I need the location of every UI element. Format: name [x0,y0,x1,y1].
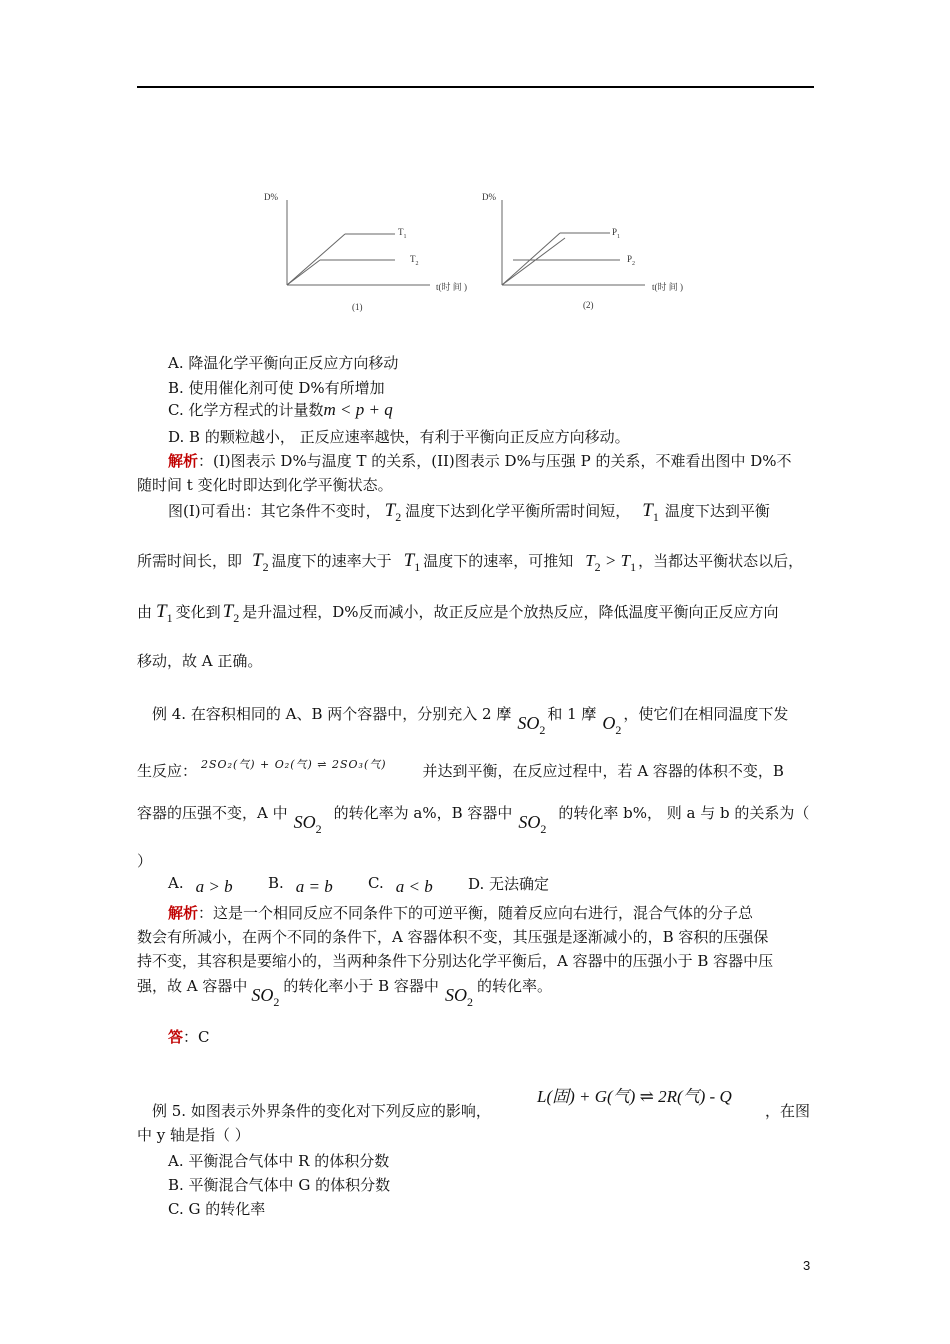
ex4-option-a: A. a > b [168,874,233,896]
q3-analysis-line6: 移动，故 A 正确。 [137,652,263,670]
ex5-line1: 例 5. 如图表示外界条件的变化对下列反应的影响， [152,1102,491,1120]
page-number: 3 [803,1258,811,1273]
graph1-ylabel: D% [264,192,278,202]
curve-t2 [287,260,320,285]
ex4-option-c: C. a < b [368,874,433,896]
q3-analysis-line3: 图(I)可看出：其它条件不变时， $T_2$ 温度下达到化学平衡所需时间短， $T_1$ 温度下达到平衡 [168,500,770,524]
graph2-ylabel: D% [482,192,496,202]
q3-option-b: B. 使用催化剂可使 D%有所增加 [168,379,385,397]
curve-p2 [502,238,565,285]
graph-2 [502,200,645,285]
ex4-line4: ） [137,852,153,870]
ex4-line3: 容器的压强不变，A 中 $SO_2$的转化率为 a%，B 容器中 $SO_2$的转化率 b%， 则 a 与 b 的关系为（ [137,804,810,836]
figure-graphs [250,180,710,320]
q3-analysis-line5: 由 $T_1$ 变化到 $T_2$ 是升温过程，D%反而减小，故正反应是个放热反应，降低温度平衡向正反应方向 [137,601,779,625]
q3-analysis-line4: 所需时间长，即 $T_2$ 温度下的速率大于 $T_1$ 温度下的速率，可推知 $T_2 > T_1$ ，当都达平衡状态以后， [137,550,804,574]
ex4-analysis-line1: 解析：这是一个相同反应不同条件下的可逆平衡，随着反应向右进行，混合气体的分子总 [168,904,754,922]
ex4-analysis-line4: 强，故 A 容器中 $SO_2$的转化率小于 B 容器中 $SO_2$的转化率。 [137,977,552,1009]
ex4-analysis-line3: 持不变，其容积是要缩小的，当两种条件下分别达化学平衡后，A 容器中的压强小于 B 容器中压 [137,952,774,970]
ex5-line1-end: ，在图 [765,1102,811,1120]
ex5-option-c: C. G 的转化率 [168,1200,266,1218]
ex5-line2: 中 y 轴是指（ ） [137,1126,250,1144]
q3-option-c: C. 化学方程式的计量数m < p + q [168,400,393,419]
q3-analysis-line1: 解析：(I)图表示 D%与温度 T 的关系，(II)图表示 D%与压强 P 的关系，不难看出图中 D%不 [168,452,792,470]
graph2-p1-label: $P_1$ [612,227,621,240]
graph1-xlabel: t(时 间 ) [436,282,467,292]
q3-analysis-line2: 随时间 t 变化时即达到化学平衡状态。 [137,476,393,494]
ex4-line1: 例 4. 在容积相同的 A、B 两个容器中，分别充入 2 摩 $SO_2$和 1 摩 $O_2$，使它们在相同温度下发 [152,705,789,737]
graph2-caption: (2) [583,300,594,310]
ex5-equation: L(固) + G(气) ⇌ 2R(气) - Q [537,1087,732,1106]
graph1-t2-label: $T_2$ [410,254,419,267]
graph1-t1-label: $T_1$ [398,227,407,240]
graph2-p2-label: $P_2$ [627,254,636,267]
ex4-answer: 答：C [168,1028,210,1046]
q3-option-d: D. B 的颗粒越小， 正反应速率越快，有利于平衡向正反应方向移动。 [168,428,630,446]
ex4-equation: 2SO₂(气) + O₂(气) ⇌ 2SO₃(气) [201,758,387,771]
graph2-xlabel: t(时 间 ) [652,282,683,292]
q3-option-a: A. 降温化学平衡向正反应方向移动 [168,354,399,372]
ex4-analysis-line2: 数会有所减小，在两个不同的条件下，A 容器体积不变，其压强是逐渐减小的，B 容积的压强保 [137,928,769,946]
ex4-option-d: D. 无法确定 [468,875,550,893]
graph1-caption: (1) [352,302,363,312]
ex4-line2: 生反应： $^{2SO_2(气) + O_2(气) \rightleftharpoons 2SO_3(气)}$ 并达到平衡，在反应过程中，若 A 容器的体积不变，B [137,758,784,780]
ex5-option-a: A. 平衡混合气体中 R 的体积分数 [168,1152,390,1170]
curve-p1 [502,233,560,285]
graph-1 [287,200,430,285]
header-rule [137,86,814,88]
ex5-option-b: B. 平衡混合气体中 G 的体积分数 [168,1176,391,1194]
ex4-option-b: B. a = b [268,874,333,896]
